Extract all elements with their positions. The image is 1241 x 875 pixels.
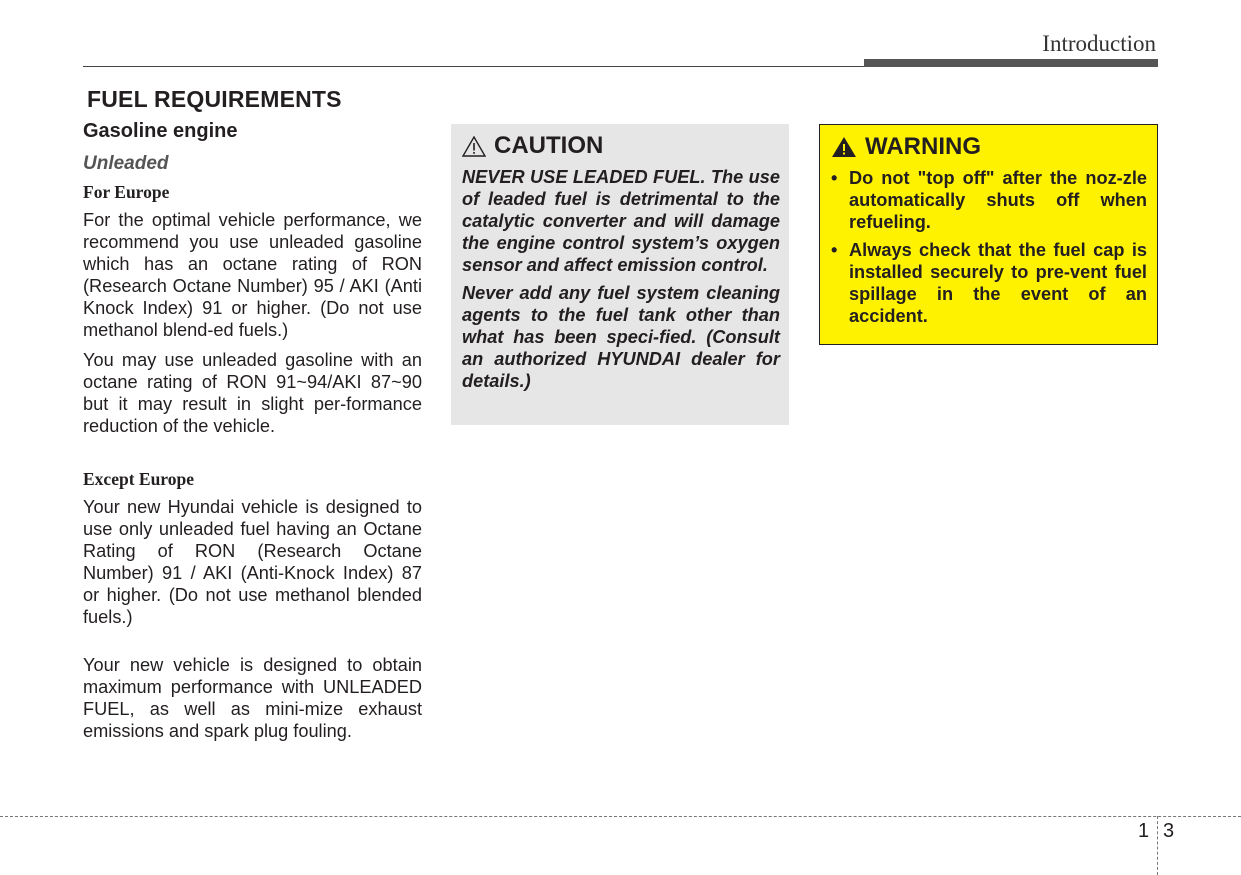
caution-paragraph-2: Never add any fuel system cleaning agents to the fuel tank other than what has been speci-fied. (Consult an authorized HYUNDAI dealer for details.) <box>462 283 780 391</box>
europe-paragraph-2: You may use unleaded gasoline with an octane rating of RON 91~94/AKI 87~90 but it may result in slight per-formance reduction of the vehicle. <box>83 350 422 436</box>
warning-triangle-icon <box>831 136 857 158</box>
caution-box <box>451 124 789 425</box>
caution-header <box>462 132 780 160</box>
except-europe-paragraph-1: Your new Hyundai vehicle is designed to use only unleaded fuel having an Octane Rating of RON (Research Octane Number) 91 / AKI (Anti-Knock Index) 87 or higher. (Do not use methanol blended fuels.) <box>83 497 422 627</box>
header-rule-accent <box>864 59 1158 67</box>
left-column <box>83 120 422 750</box>
footer-dashed-rule <box>0 816 1241 817</box>
unleaded-subheading: Unleaded <box>83 153 169 174</box>
page-number: 3 <box>1163 820 1175 842</box>
warning-bullet: • <box>831 168 838 188</box>
gasoline-engine-heading: Gasoline engine <box>83 120 238 142</box>
warning-list-item <box>831 239 1147 327</box>
except-europe-paragraph-2: Your new vehicle is designed to obtain maximum performance with UNLEADED FUEL, as well as mini-mize exhaust emissions and spark plug fouling. <box>83 655 422 741</box>
header-title: Introduction <box>1042 31 1156 56</box>
for-europe-heading: For Europe <box>83 182 170 202</box>
caution-paragraph-1: NEVER USE LEADED FUEL. The use of leaded fuel is detrimental to the catalytic converter and will damage the engine control system’s oxygen sensor and affect emission control. <box>462 167 780 275</box>
warning-item-text: Do not "top off" after the noz-zle automatically shuts off when refueling. <box>849 168 1147 232</box>
warning-list <box>831 167 1147 327</box>
caution-title: CAUTION <box>494 132 604 159</box>
section-title: FUEL REQUIREMENTS <box>87 86 342 112</box>
warning-title: WARNING <box>865 133 981 160</box>
warning-box <box>819 124 1158 345</box>
warning-bullet: • <box>831 240 838 260</box>
warning-header <box>831 133 1147 161</box>
footer-page-divider <box>1157 816 1158 875</box>
europe-paragraph-1: For the optimal vehicle performance, we recommend you use unleaded gasoline which has an octane rating of RON (Research Octane Number) 95 / AKI (Anti Knock Index) 91 or higher. (Do not use methanol blend-ed fuels.) <box>83 210 422 340</box>
warning-item-text: Always check that the fuel cap is installed securely to pre-vent fuel spillage in the event of an accident. <box>849 240 1147 326</box>
warning-list-item <box>831 167 1147 233</box>
except-europe-heading: Except Europe <box>83 469 194 489</box>
chapter-number: 1 <box>1138 820 1150 842</box>
caution-triangle-icon <box>462 136 486 157</box>
